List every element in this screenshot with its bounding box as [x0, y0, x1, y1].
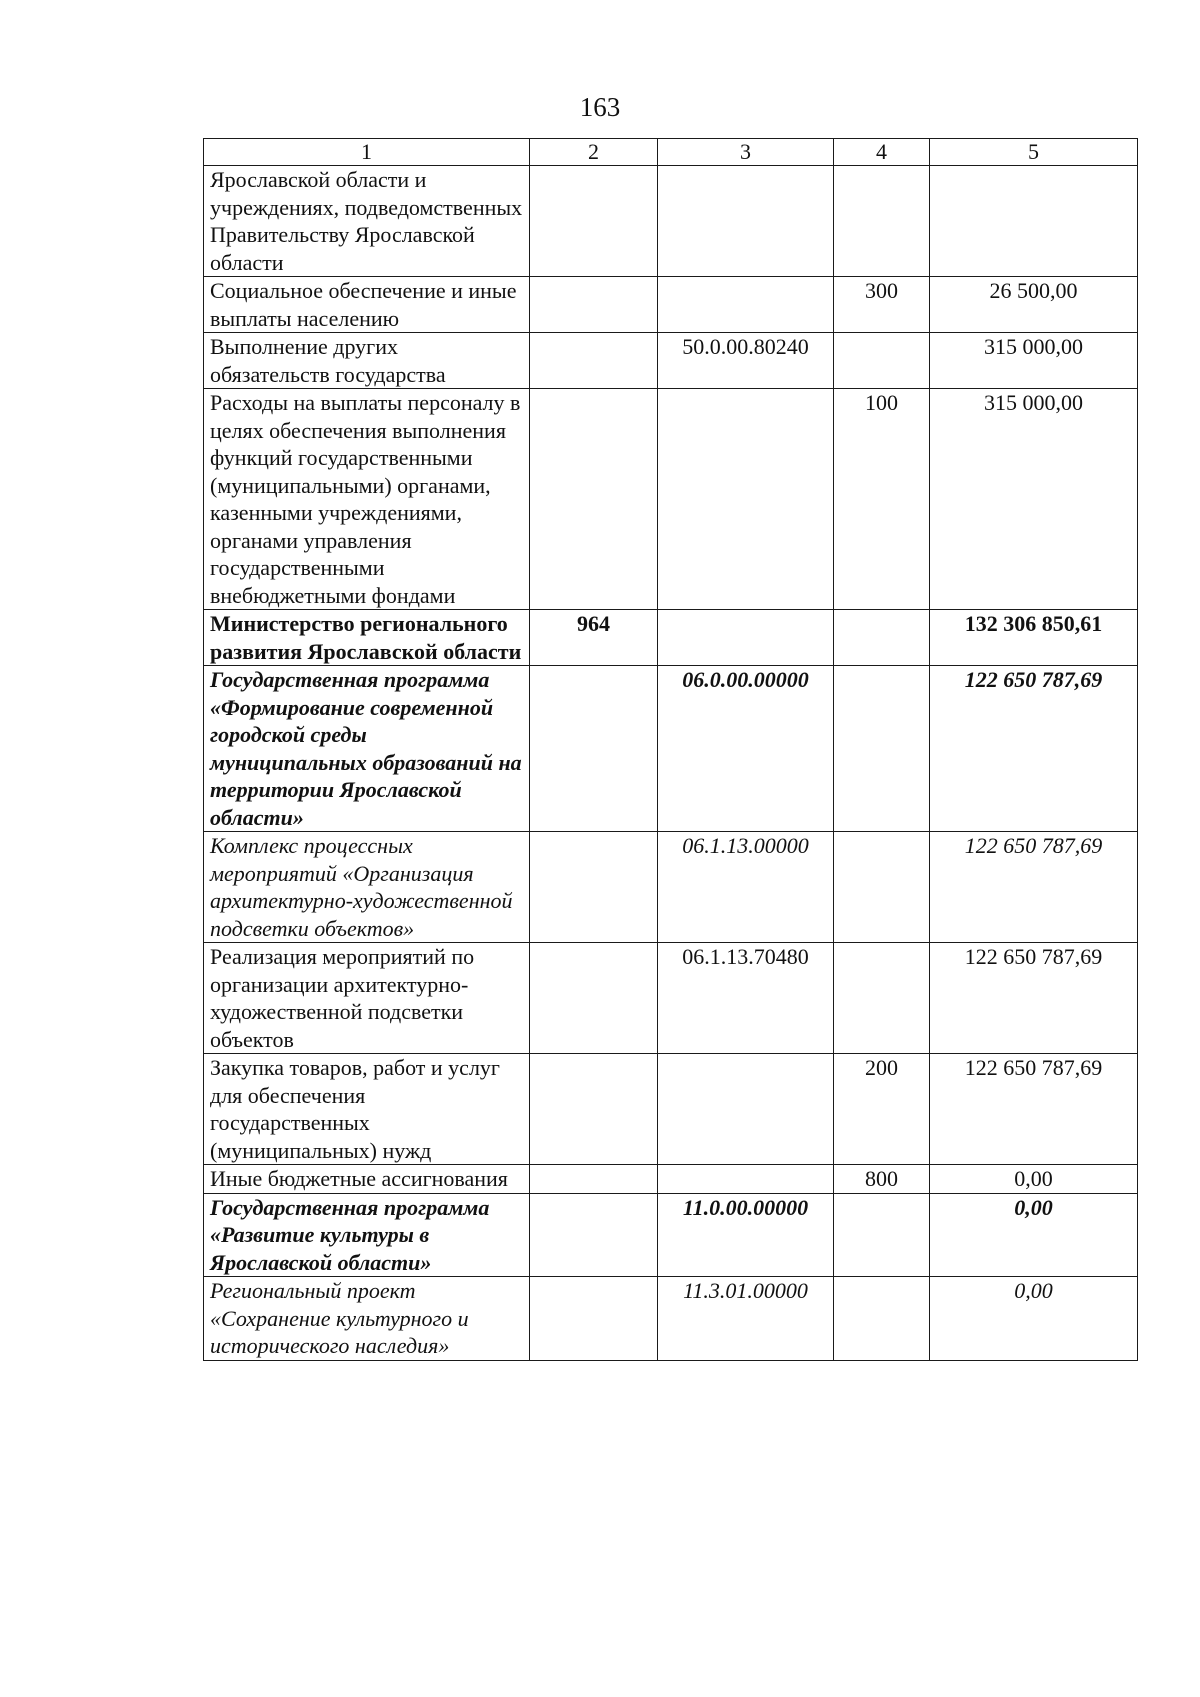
row-name-cell: Комплекс процессных мероприятий «Организация архитектурно-художественной подсветки объектов»	[204, 832, 530, 943]
column-number: 5	[930, 139, 1138, 166]
row-expense-type-cell	[834, 832, 930, 943]
row-name-cell: Государственная программа «Развитие культуры в Ярославской области»	[204, 1193, 530, 1277]
table-row	[204, 832, 1138, 943]
table-row	[204, 166, 1138, 277]
row-amount-cell: 132 306 850,61	[930, 610, 1138, 666]
table-row	[204, 1165, 1138, 1194]
page-number: 163	[579, 92, 621, 122]
budget-table	[203, 138, 1138, 1361]
row-department-code-cell	[530, 666, 658, 832]
table-row	[204, 1277, 1138, 1361]
row-department-code-cell	[530, 943, 658, 1054]
table-row	[204, 1054, 1138, 1165]
row-name-cell: Региональный проект «Сохранение культурного и исторического наследия»	[204, 1277, 530, 1361]
row-expense-type-cell: 800	[834, 1165, 930, 1194]
table-row	[204, 389, 1138, 610]
row-amount-cell: 122 650 787,69	[930, 1054, 1138, 1165]
row-name-cell: Государственная программа «Формирование современной городской среды муниципальных образований на территории Ярославской области»	[204, 666, 530, 832]
row-target-article-cell: 06.1.13.00000	[658, 832, 834, 943]
row-department-code-cell	[530, 1193, 658, 1277]
row-name-cell: Социальное обеспечение и иные выплаты населению	[204, 277, 530, 333]
row-amount-cell: 0,00	[930, 1165, 1138, 1194]
row-name-cell: Министерство регионального развития Ярославской области	[204, 610, 530, 666]
table-row	[204, 333, 1138, 389]
row-department-code-cell	[530, 333, 658, 389]
row-target-article-cell	[658, 389, 834, 610]
row-expense-type-cell: 300	[834, 277, 930, 333]
row-expense-type-cell: 100	[834, 389, 930, 610]
row-amount-cell: 0,00	[930, 1193, 1138, 1277]
row-name-cell: Иные бюджетные ассигнования	[204, 1165, 530, 1194]
row-name-cell: Расходы на выплаты персоналу в целях обеспечения выполнения функций государственными (муниципальными) органами, казенными учреждениями, органами управления государственными внебюджетными фондами	[204, 389, 530, 610]
row-expense-type-cell	[834, 333, 930, 389]
column-number: 2	[530, 139, 658, 166]
row-department-code-cell	[530, 1054, 658, 1165]
row-expense-type-cell	[834, 1277, 930, 1361]
row-department-code-cell	[530, 1277, 658, 1361]
row-amount-cell: 122 650 787,69	[930, 832, 1138, 943]
row-target-article-cell	[658, 277, 834, 333]
row-department-code-cell	[530, 1165, 658, 1194]
row-department-code-cell	[530, 277, 658, 333]
row-amount-cell	[930, 166, 1138, 277]
row-amount-cell: 122 650 787,69	[930, 943, 1138, 1054]
row-department-code-cell	[530, 832, 658, 943]
row-expense-type-cell	[834, 166, 930, 277]
row-amount-cell: 315 000,00	[930, 389, 1138, 610]
row-target-article-cell: 11.3.01.00000	[658, 1277, 834, 1361]
row-name-cell: Закупка товаров, работ и услуг для обеспечения государственных (муниципальных) нужд	[204, 1054, 530, 1165]
row-department-code-cell: 964	[530, 610, 658, 666]
table-row	[204, 277, 1138, 333]
column-number-row	[204, 139, 1138, 166]
row-target-article-cell	[658, 1165, 834, 1194]
row-target-article-cell	[658, 166, 834, 277]
row-expense-type-cell	[834, 610, 930, 666]
row-target-article-cell: 06.0.00.00000	[658, 666, 834, 832]
row-name-cell: Ярославской области и учреждениях, подведомственных Правительству Ярославской области	[204, 166, 530, 277]
table-row	[204, 943, 1138, 1054]
row-target-article-cell	[658, 610, 834, 666]
row-expense-type-cell: 200	[834, 1054, 930, 1165]
table-row	[204, 610, 1138, 666]
row-name-cell: Выполнение других обязательств государства	[204, 333, 530, 389]
row-name-cell: Реализация мероприятий по организации архитектурно-художественной подсветки объектов	[204, 943, 530, 1054]
row-target-article-cell: 11.0.00.00000	[658, 1193, 834, 1277]
column-number: 1	[204, 139, 530, 166]
row-department-code-cell	[530, 389, 658, 610]
column-number: 4	[834, 139, 930, 166]
table-body	[204, 166, 1138, 1361]
row-target-article-cell	[658, 1054, 834, 1165]
row-amount-cell: 26 500,00	[930, 277, 1138, 333]
row-expense-type-cell	[834, 1193, 930, 1277]
row-amount-cell: 315 000,00	[930, 333, 1138, 389]
row-expense-type-cell	[834, 666, 930, 832]
row-expense-type-cell	[834, 943, 930, 1054]
row-target-article-cell: 50.0.00.80240	[658, 333, 834, 389]
column-number: 3	[658, 139, 834, 166]
row-department-code-cell	[530, 166, 658, 277]
row-amount-cell: 122 650 787,69	[930, 666, 1138, 832]
table-row	[204, 1193, 1138, 1277]
row-amount-cell: 0,00	[930, 1277, 1138, 1361]
table-row	[204, 666, 1138, 832]
row-target-article-cell: 06.1.13.70480	[658, 943, 834, 1054]
